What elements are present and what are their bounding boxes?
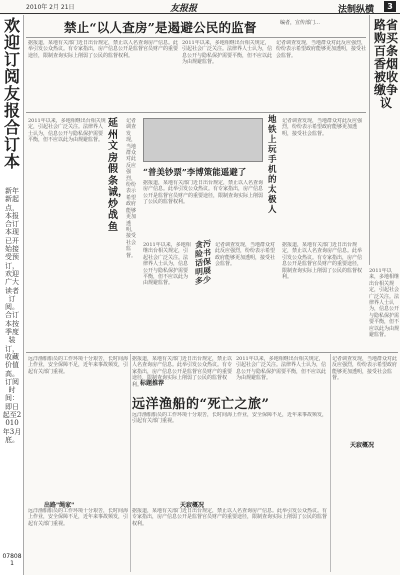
section-caption-3: 标题推荐 — [140, 380, 165, 387]
article-text-h: 2011年以来，多地相继出台相关规定，引起社会广泛关注。法律界人士认为，信息公开与隐私保护需要平衡，但不应以此为由规避监督。 — [143, 242, 191, 287]
column-rule — [330, 354, 331, 572]
subscription-body: 新年新起点，本报合订本现已开始接受预订，欢迎广大读者订阅。合订本按季度装订，收藏价值高。订阅时间：即日起至2010年3月底。 — [2, 187, 22, 444]
subscription-phone: 078081 — [2, 553, 22, 567]
article-text-b: 2011年以来，多地相继出台相关规定，引起社会广泛关注。法律界人士认为，信息公开与隐私保护需要平衡，但不应以此为由规避监督。 — [182, 40, 272, 66]
subscription-title: 欢迎订阅友报合订本 — [3, 16, 20, 171]
article-text-c: 记者调查发现，当地群众对此反应强烈，纷纷表示希望政府能够更加透明，接受社会监督。 — [276, 40, 366, 59]
masthead-bar — [0, 0, 400, 14]
subscription-strip — [0, 15, 24, 575]
paper-name: 友报报 — [170, 4, 198, 14]
slant-headline: 贪污险书话保明展多少 — [195, 237, 211, 287]
article-text-p: 远洋渔船船员的工作环境十分艰苦，长时间海上作业，安全保障不足，近年来事故频发，引起有关部门重视。 — [28, 508, 128, 527]
page-number: 3 — [384, 1, 396, 12]
divider — [26, 37, 366, 38]
article-text-g: 记者调查发现，当地群众对此反应强烈，纷纷表示希望政府能够更加透明，接受社会监督。 — [282, 118, 363, 137]
article-text-q: 远洋渔船船员的工作环境十分艰苦，长时间海上作业，安全保障不足，近年来事故频发，引起有关部门重视。 — [132, 412, 328, 425]
mid-headline-3: 地铁上玩手机的太极人 — [268, 115, 277, 215]
main-byline: 编者，宣传部门… — [280, 20, 321, 26]
article-text-i: 记者调查发现，当地群众对此反应强烈，纷纷表示希望政府能够更加透明，接受社会监督。 — [215, 242, 275, 268]
section-caption-1: 出路"绳家" — [44, 502, 75, 509]
section-caption-4: 天寂概况 — [350, 442, 375, 449]
right-column-box — [369, 15, 400, 265]
article-text-f: 据报道，某地有关部门近日出台规定，禁止以人名查询房产信息。此举引发公众热议。有专家指出，房产信息公开是监督官员财产的重要途径，限制查询实际上削弱了公民的监督权利。 — [143, 180, 263, 206]
article-text-r: 据报道，某地有关部门近日出台规定，禁止以人名查询房产信息。此举引发公众热议。有专家指出，房产信息公开是监督官员财产的重要途径，限制查询实际上削弱了公民的监督权利。 — [132, 508, 328, 527]
divider — [26, 112, 366, 113]
article-text-l: 远洋渔船船员的工作环境十分艰苦，长时间海上作业，安全保障不足，近年来事故频发，引起有关部门重视。 — [28, 356, 128, 375]
article-text-k: 2011年以来，多地相继出台相关规定，引起社会广泛关注。法律界人士认为，信息公开与隐私保护需要平衡，但不应以此为由规避监督。 — [369, 268, 400, 339]
mid-headline-2: “普美钞票”李博策能遥避了 — [143, 168, 247, 178]
section-name: 法制纵横 — [338, 5, 375, 15]
main-headline: 禁止“以人查房”是遏避公民的监督 — [64, 20, 257, 35]
article-text-j: 据报道，某地有关部门近日出台规定，禁止以人名查询房产信息。此举引发公众热议。有专家指出，房产信息公开是监督官员财产的重要途径，限制查询实际上削弱了公民的监督权利。 — [282, 242, 363, 281]
right-headline: 路省购买百条香烟被收缴争议 — [374, 18, 399, 110]
issue-date: 2010年 2月 21日 — [26, 4, 75, 11]
article-photo — [143, 118, 263, 162]
column-rule — [130, 354, 131, 572]
divider — [26, 352, 398, 353]
mid-headline-1: 延州文房假条诚，炒战鱼 — [108, 118, 128, 233]
article-text-e: 记者调查发现，当地群众对此反应强烈，纷纷表示希望政府能够更加透明，接受社会监督。 — [126, 118, 137, 259]
article-text-o: 记者调查发现，当地群众对此反应强烈，纷纷表示希望政府能够更加透明，接受社会监督。 — [332, 356, 398, 382]
article-text-a: 据报道，某地有关部门近日出台规定，禁止以人名查询房产信息。此举引发公众热议。有专家指出，房产信息公开是监督官员财产的重要途径，限制查询实际上削弱了公民的监督权利。 — [28, 40, 178, 59]
article-text-m: 据报道，某地有关部门近日出台规定，禁止以人名查询房产信息。此举引发公众热议。有专家指出，房产信息公开是监督官员财产的重要途径，限制查询实际上削弱了公民的监督权利。 — [132, 356, 232, 388]
article-text-n: 2011年以来，多地相继出台相关规定，引起社会广泛关注。法律界人士认为，信息公开与隐私保护需要平衡，但不应以此为由规避监督。 — [236, 356, 327, 382]
article-text-d: 2011年以来，多地相继出台相关规定，引起社会广泛关注。法律界人士认为，信息公开与隐私保护需要平衡，但不应以此为由规避监督。 — [28, 118, 106, 144]
bottom-headline: 远洋渔船的“死亡之旅” — [132, 397, 270, 412]
section-caption-2: 天寂概况 — [180, 502, 205, 509]
